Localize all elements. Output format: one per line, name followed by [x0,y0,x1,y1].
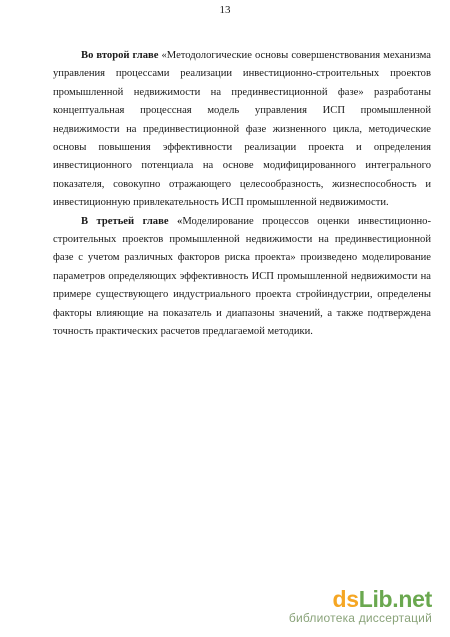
paragraph-chapter-three [53,213,431,342]
logo-lib: Lib [358,586,393,612]
watermark-caption: библиотека диссертаций [288,611,432,625]
logo-net: .net [392,586,432,612]
paragraph-text: «Методологические основы совершенствования механизма управления процессами реализации инвестиционно-строительных проектов промышленной недвижимости на прединвестиционной фазе» разработаны концептуальная процессная модель управления ИСП промышленной недвижимости на прединвестиционной фазе жизненного цикла, методические основы повышения эффективности реализации проекта и определения инвестиционного потенциала на основе модифицированного интегрального показателя, совокупно отражающего целесообразность, жизнеспособность и инвестиционную привлекательность ИСП промышленной недвижимости. [53,50,431,209]
paragraph-chapter-two [53,47,431,213]
logo-ds: ds [332,586,359,612]
paragraph-text: Моделирование процессов оценки инвестиционно-строительных проектов промышленной недвижимости на прединвестиционной фазе с учетом различных факторов риска проекта» произведено моделирование параметров определяющих эффективность ИСП промышленной недвижимости на примере существующего индустриального проекта стройиндустрии, определены факторы влияющие на показатель и диапазоны значений, а также подтверждена точность практических расчетов предлагаемой методики. [53,215,431,338]
document-body [53,47,431,342]
page-number: 13 [219,4,231,16]
dslib-watermark [282,587,432,625]
paragraph-lead-bold: В третьей главе « [81,215,183,227]
paragraph-lead-bold: Во второй главе [81,50,159,61]
dslib-logo [282,587,432,611]
